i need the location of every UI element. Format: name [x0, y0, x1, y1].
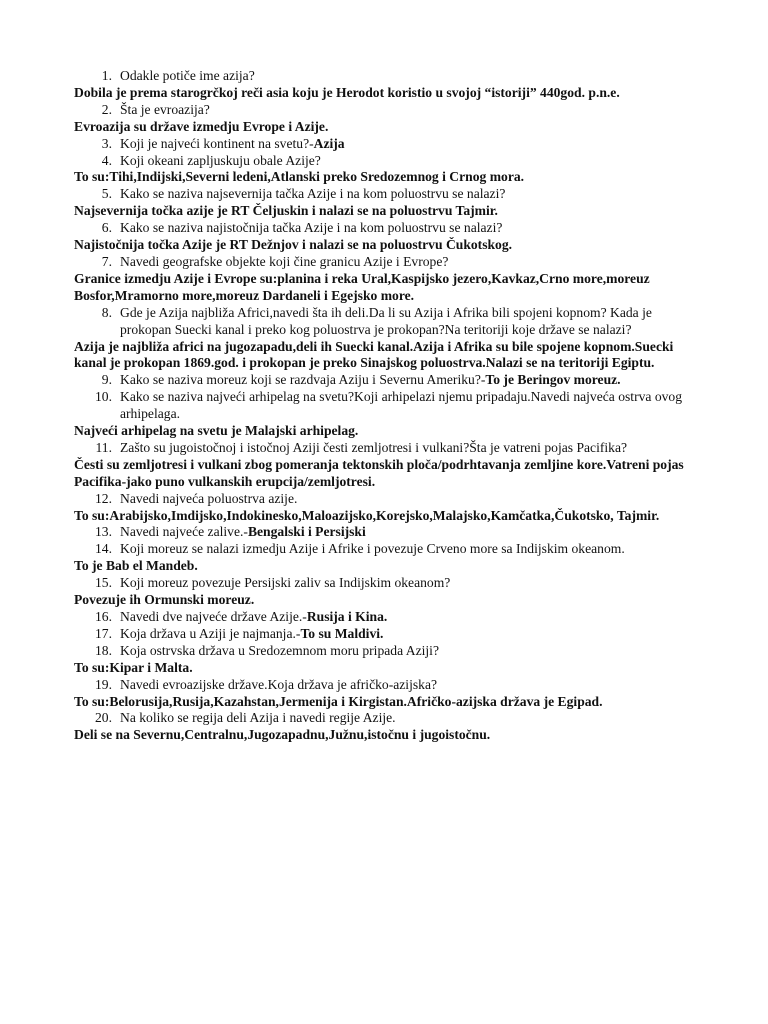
question-text-wrap [120, 524, 706, 541]
question-number: 16. [95, 609, 112, 624]
question-text: Šta je evroazija? [120, 101, 210, 117]
question-text-wrap [120, 710, 706, 727]
question-number: 4. [101, 152, 112, 168]
question-text-wrap [120, 609, 706, 626]
inline-answer: Azija [313, 135, 345, 151]
question-text-wrap [120, 389, 706, 423]
question-text: Kako se naziva najistočnija tačka Azije i na kom poluostrvu se nalazi? [120, 220, 503, 236]
question-text-wrap [120, 68, 706, 85]
question-text-wrap [120, 541, 706, 558]
answer-6: Najistočnija točka Azije je RT Dežnjov i nalazi se na poluostrvu Čukotskog. [74, 237, 513, 253]
question-text: Koji je najveći kontinent na svetu?- [120, 135, 314, 151]
question-text-wrap [120, 102, 706, 119]
answer-10: Najveći arhipelag na svetu je Malajski arhipelag. [74, 423, 359, 439]
inline-answer: Bengalski i Persijski [247, 524, 366, 540]
document-page [74, 68, 706, 744]
question-number: 17. [95, 625, 112, 641]
answer-4: To su:Tihi,Indijski,Severni ledeni,Atlanski preko Sredozemnog i Crnog mora. [74, 169, 525, 185]
question-9 [74, 372, 706, 389]
question-text-wrap [120, 305, 706, 339]
question-number: 11. [95, 439, 112, 455]
question-number: 8. [101, 304, 112, 320]
question-1 [74, 68, 706, 85]
question-number: 5. [101, 186, 112, 202]
question-text: Kako se naziva najveći arhipelag na svetu?Koji arhipelazi njemu pripadaju.Navedi najveća ostrva ovog arhipelaga. [120, 389, 683, 422]
question-text-wrap [120, 643, 706, 660]
question-text: Kako se naziva najsevernija tačka Azije i na kom poluostrvu se nalazi? [120, 186, 506, 202]
question-20 [74, 710, 706, 727]
question-text: Kako se naziva moreuz koji se razdvaja Aziju i Severnu Ameriku?- [120, 372, 486, 388]
question-text-wrap [120, 575, 706, 592]
question-8 [74, 305, 706, 339]
question-5 [74, 186, 706, 203]
question-number: 3. [101, 135, 112, 151]
answer-14: To je Bab el Mandeb. [74, 558, 198, 574]
question-4 [74, 153, 706, 170]
question-text: Zašto su jugoistočnoj i istočnoj Aziji česti zemljotresi i vulkani?Šta je vatreni pojas Pacifika? [120, 439, 628, 455]
question-6 [74, 220, 706, 237]
question-text-wrap [120, 491, 706, 508]
answer-8: Azija je najbliža africi na jugozapadu,deli ih Suecki kanal.Azija i Afrika su bile spojene kopnom.Suecki kanal je prokopan 1869.god. i prokopan je preko Sinajskog poluostrva.Nalazi se na teritoriji Egiptu. [74, 338, 674, 371]
question-number: 1. [101, 68, 112, 83]
question-number: 15. [95, 575, 112, 591]
question-number: 13. [95, 524, 112, 540]
question-text-wrap [120, 677, 706, 694]
question-16 [74, 609, 706, 626]
question-15 [74, 575, 706, 592]
question-text-wrap [120, 440, 706, 457]
question-14 [74, 541, 706, 558]
answer-18: To su:Kipar i Malta. [74, 659, 193, 675]
inline-answer: To je Beringov moreuz. [485, 372, 621, 388]
question-3 [74, 136, 706, 153]
question-text: Koji moreuz se nalazi izmedju Azije i Afrike i povezuje Crveno more sa Indijskim okeanom. [120, 541, 625, 557]
question-12 [74, 491, 706, 508]
question-text: Navedi najveća poluostrva azije. [120, 490, 298, 506]
question-text-wrap [120, 153, 706, 170]
question-text: Koja ostrvska država u Sredozemnom moru pripada Aziji? [120, 642, 439, 658]
question-number: 9. [101, 372, 112, 388]
question-text-wrap [120, 254, 706, 271]
answer-7: Granice izmedju Azije i Evrope su:planina i reka Ural,Kaspijsko jezero,Kavkaz,Crno more,moreuz Bosfor,Mramorno more,moreuz Dardaneli i Egejsko more. [74, 270, 650, 303]
answer-11: Česti su zemljotresi i vulkani zbog pomeranja tektonskih ploča/podrhtavanja zemljine kore.Vatreni pojas Pacifika-jako puno vulkanskih erupcija/zemljotresi. [74, 456, 684, 489]
question-2 [74, 102, 706, 119]
question-text-wrap [120, 372, 706, 389]
inline-answer: Rusija i Kina. [306, 609, 388, 624]
question-number: 14. [95, 541, 112, 557]
answer-1: Dobila je prema starogrčkoj reči asia koju je Herodot koristio u svojoj “istoriji” 440god. p.n.e. [74, 84, 620, 100]
question-number: 7. [101, 253, 112, 269]
question-number: 12. [95, 490, 112, 506]
question-19 [74, 677, 706, 694]
question-11 [74, 440, 706, 457]
question-text: Gde je Azija najbliža Africi,navedi šta ih deli.Da li su Azija i Afrika bili spojeni kopnom? Kada je prokopan Suecki kanal i preko kog poluostrva je prokopan?Na teritoriji koje države se nalazi? [120, 304, 652, 337]
question-13 [74, 524, 706, 541]
answer-5: Najsevernija točka azije je RT Čeljuskin i nalazi se na poluostrvu Tajmir. [74, 203, 498, 219]
question-number: 18. [95, 642, 112, 658]
question-text-wrap [120, 626, 706, 643]
question-18 [74, 643, 706, 660]
answer-20: Deli se na Severnu,Centralnu,Jugozapadnu,Južnu,istočnu i jugoistočnu. [74, 727, 491, 743]
question-number: 10. [95, 389, 112, 405]
question-text-wrap [120, 220, 706, 237]
question-number: 6. [101, 220, 112, 236]
question-text: Koja država u Aziji je najmanja.- [120, 625, 301, 641]
question-text: Navedi evroazijske države.Koja država je afričko-azijska? [120, 676, 438, 692]
answer-12: To su:Arabijsko,Imdijsko,Indokinesko,Maloazijsko,Korejsko,Malajsko,Kamčatka,Čukotsko, Tajmir. [74, 507, 660, 523]
question-text: Odakle potiče ime azija? [120, 68, 255, 83]
question-text: Navedi geografske objekte koji čine granicu Azije i Evrope? [120, 253, 449, 269]
question-text: Navedi dve najveće države Azije.- [120, 609, 307, 624]
answer-15: Povezuje ih Ormunski moreuz. [74, 592, 255, 608]
question-text: Na koliko se regija deli Azija i navedi regije Azije. [120, 710, 396, 726]
question-text: Navedi najveće zalive.- [120, 524, 248, 540]
question-number: 19. [95, 676, 112, 692]
question-number: 2. [101, 101, 112, 117]
question-10 [74, 389, 706, 423]
question-number: 20. [95, 710, 112, 726]
answer-2: Evroazija su države izmedju Evrope i Azije. [74, 118, 329, 134]
question-text: Koji okeani zapljuskuju obale Azije? [120, 152, 321, 168]
question-7 [74, 254, 706, 271]
question-17 [74, 626, 706, 643]
question-text-wrap [120, 186, 706, 203]
answer-19: To su:Belorusija,Rusija,Kazahstan,Jermenija i Kirgistan.Afričko-azijska država je Egipad. [74, 693, 603, 709]
inline-answer: To su Maldivi. [300, 625, 384, 641]
question-text-wrap [120, 136, 706, 153]
question-text: Koji moreuz povezuje Persijski zaliv sa Indijskim okeanom? [120, 575, 451, 591]
